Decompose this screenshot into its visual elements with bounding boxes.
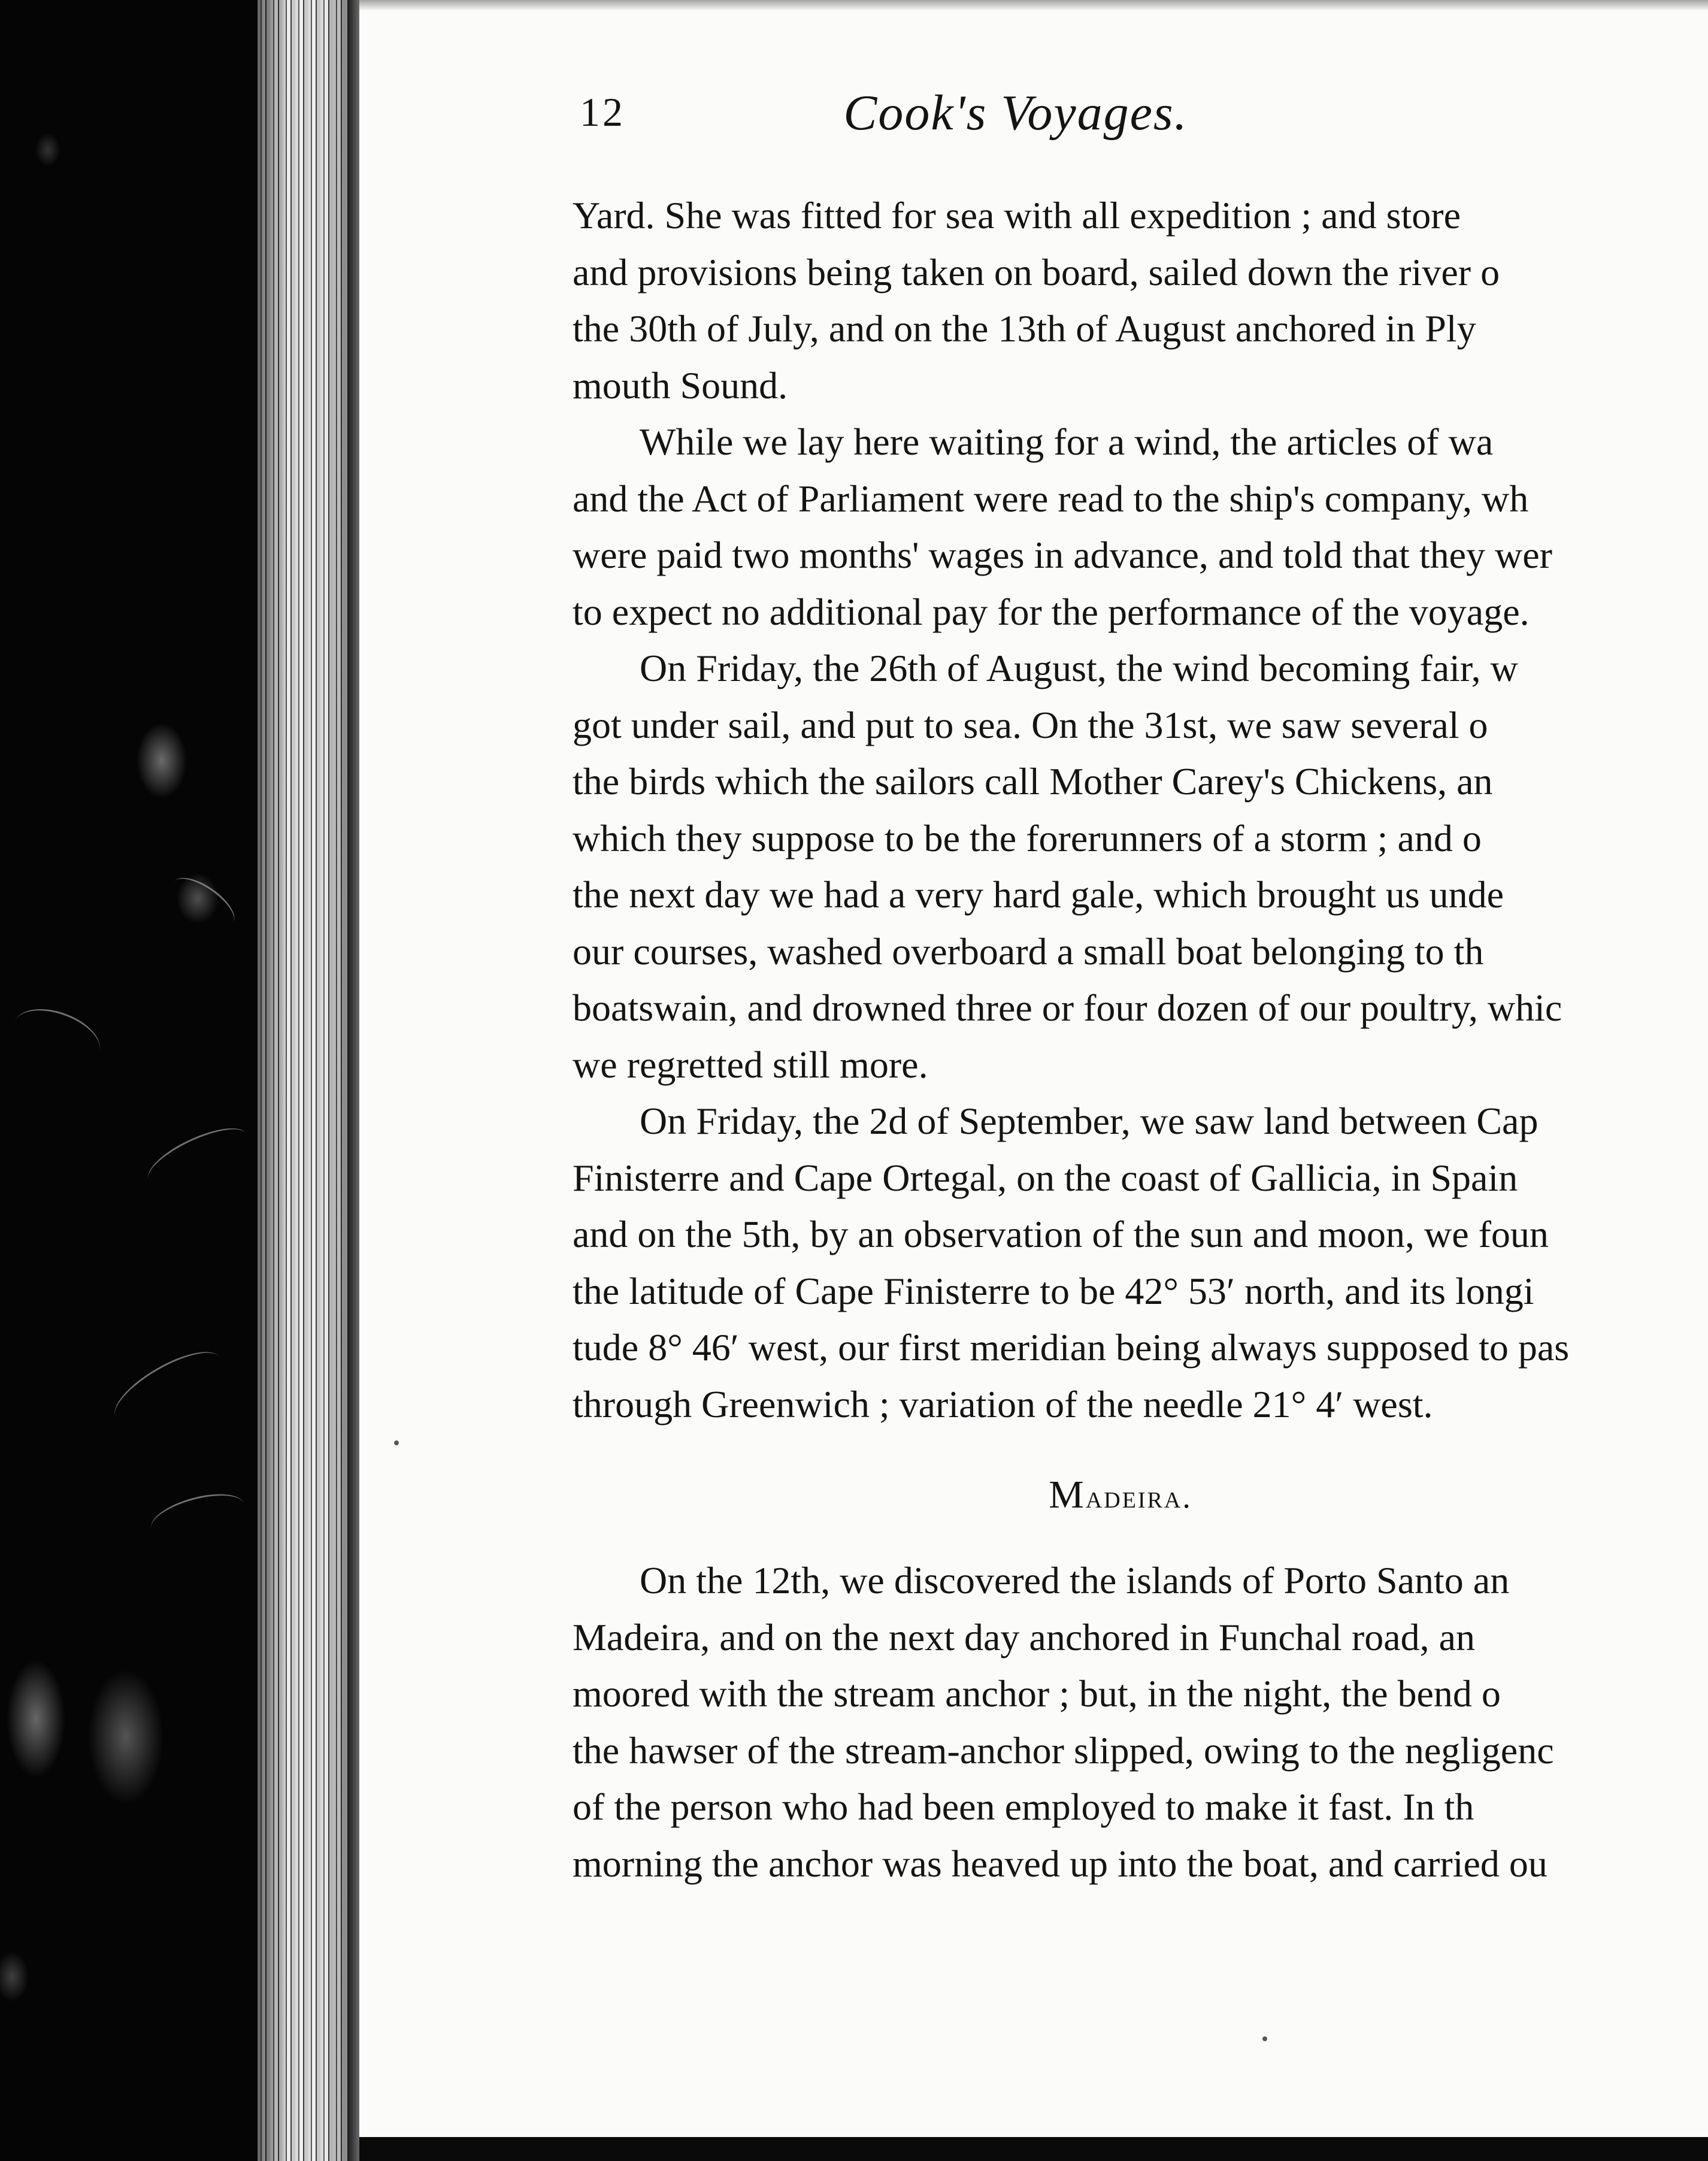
text-line: morning the anchor was heaved up into the boat, and carried ou	[573, 1842, 1548, 1885]
section-heading	[573, 1472, 1668, 1518]
text-line: to expect no additional pay for the performance of the voyage.	[573, 590, 1530, 633]
text-line: While we lay here waiting for a wind, the articles of wa	[640, 420, 1494, 463]
section-heading-initial: M	[1049, 1473, 1086, 1517]
cover-scratch	[105, 1339, 231, 1436]
text-line: the hawser of the stream-anchor slipped, owing to the negligenc	[573, 1729, 1554, 1772]
section-heading-rest: adeira.	[1085, 1479, 1192, 1515]
text-line: On Friday, the 26th of August, the wind becoming fair, w	[640, 647, 1518, 689]
text-line: Finisterre and Cape Ortegal, on the coast of Gallicia, in Spain	[573, 1156, 1518, 1199]
page-header	[573, 84, 1708, 156]
page-gutter	[347, 0, 359, 2161]
text-line: the latitude of Cape Finisterre to be 42° 53′ north, and its longi	[573, 1269, 1534, 1312]
page-bottom-edge	[359, 2137, 1708, 2161]
text-line: were paid two months' wages in advance, and told that they wer	[573, 534, 1552, 576]
text-line: Madeira, and on the next day anchored in Funchal road, an	[573, 1615, 1476, 1658]
text-line: moored with the stream anchor ; but, in the night, the bend o	[573, 1672, 1501, 1715]
page-edges-shading	[258, 0, 347, 2161]
page-top-shadow	[359, 0, 1708, 11]
book-page	[359, 0, 1708, 2161]
text-line: and on the 5th, by an observation of the sun and moon, we foun	[573, 1213, 1549, 1255]
cover-scratch	[147, 1485, 249, 1546]
text-line: we regretted still more.	[573, 1043, 928, 1086]
text-line: which they suppose to be the forerunners of a storm ; and o	[573, 816, 1482, 859]
text-line: the next day we had a very hard gale, which brought us unde	[573, 873, 1504, 916]
cover-scratch	[141, 1117, 255, 1197]
text-line: the 30th of July, and on the 13th of August anchored in Ply	[573, 307, 1476, 350]
text-line: and provisions being taken on board, sailed down the river o	[573, 250, 1500, 293]
text-line: On Friday, the 2d of September, we saw land between Cap	[640, 1100, 1539, 1142]
page-speck	[394, 1440, 399, 1445]
text-line: boatswain, and drowned three or four dozen of our poultry, whic	[573, 986, 1562, 1029]
text-line: Yard. She was fitted for sea with all expedition ; and store	[573, 194, 1461, 237]
text-line: got under sail, and put to sea. On the 31st, we saw several o	[573, 703, 1488, 746]
text-line: On the 12th, we discovered the islands of Porto Santo an	[640, 1559, 1510, 1602]
page-speck	[1262, 2036, 1267, 2041]
text-line: mouth Sound.	[573, 364, 788, 407]
text-line: of the person who had been employed to make it fast. In th	[573, 1785, 1474, 1828]
cover-scratch	[165, 868, 243, 936]
cover-scratch	[6, 998, 107, 1076]
body-text-block	[573, 187, 1708, 1433]
text-line: our courses, washed overboard a small boat belonging to th	[573, 930, 1484, 973]
text-line: and the Act of Parliament were read to the ship's company, wh	[573, 477, 1529, 520]
text-line: the birds which the sailors call Mother Carey's Chickens, an	[573, 760, 1493, 803]
text-line: through Greenwich ; variation of the needle 21° 4′ west.	[573, 1382, 1433, 1425]
book-cover-background	[0, 0, 258, 2161]
page-number: 12	[580, 89, 625, 135]
body-text-block-2	[573, 1552, 1708, 1892]
running-head: Cook's Voyages.	[843, 85, 1188, 141]
text-line: tude 8° 46′ west, our first meridian being always supposed to pas	[573, 1326, 1570, 1369]
